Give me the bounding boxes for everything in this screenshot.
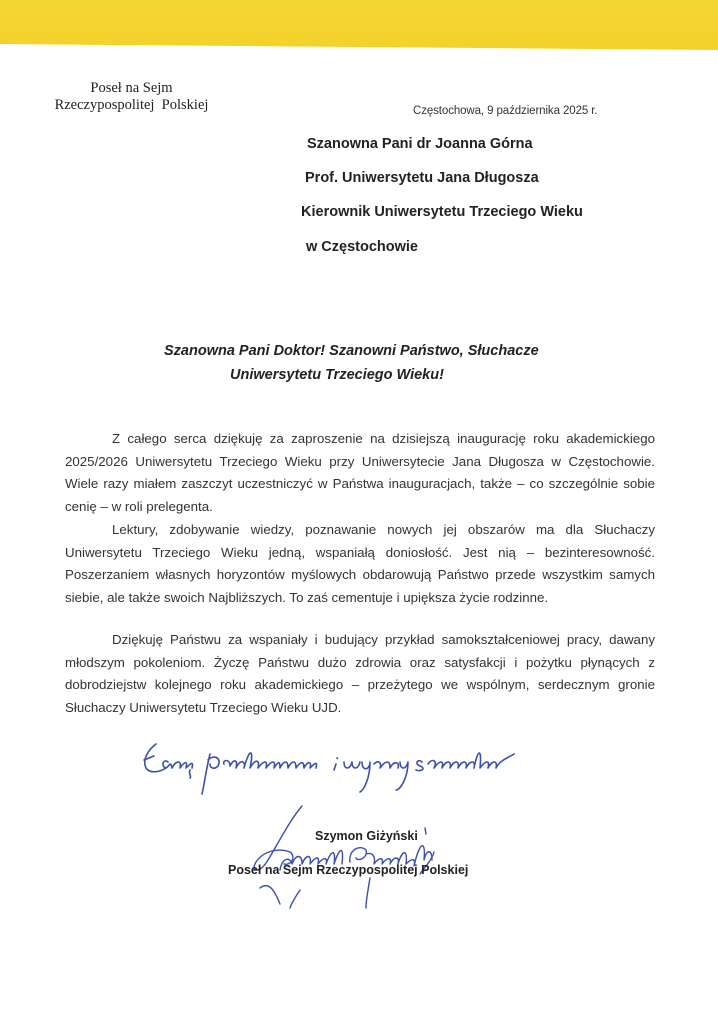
signatory-name: Szymon Giżyński [315, 829, 418, 843]
handwritten-closing-note [138, 730, 678, 800]
handwritten-signature [220, 800, 560, 910]
addressee-line-2: Prof. Uniwersytetu Jana Długosza [305, 170, 539, 186]
paragraph-text: Dziękuję Państwu za wspaniały i budujący przykład samokształceniowej pracy, dawany młodszym pokoleniom. Życzę Państwu dużo zdrowia oraz satysfakcji i pożytku płynących z dobrodziejstw kolejnego roku akademickiego – przeżytego we wspólnym, serdecznym gronie Słuchaczy Uniwersytetu Trzeciego Wieku UJD. [65, 632, 655, 715]
place-and-date: Częstochowa, 9 października 2025 r. [413, 105, 598, 117]
paragraph-text: Z całego serca dziękuję za zaproszenie na dzisiejszą inaugurację roku akademickiego 2025/2026 Uniwersytetu Trzeciego Wieku przy Uniwersytecie Jana Długosza w Częstochowie. Wiele razy miałem zaszczyt uczestniczyć w Państwa inauguracjach, także – co szczególnie sobie cenię – w roli prelegenta. [65, 431, 655, 514]
body-paragraph-3 [65, 629, 655, 719]
body-paragraph-1 [65, 428, 655, 518]
sender-letterhead [44, 80, 219, 114]
salutation-line-2: Uniwersytetu Trzeciego Wieku! [230, 367, 444, 383]
salutation-line-1: Szanowna Pani Doktor! Szanowni Państwo, Słuchacze [164, 343, 539, 359]
paragraph-text: Lektury, zdobywanie wiedzy, poznawanie nowych jej obszarów ma dla Słuchaczy Uniwersytetu Trzeciego Wieku jedną, wspaniałą doniosłość. Jest nią – bezinteresowność. Poszerzaniem własnych horyzontów myślowych obdarowują Państwo przede wszystkim samych siebie, ale także swoich Najbliższych. To zaś cementuje i upiększa życie rodzinne. [65, 522, 655, 605]
addressee-line-3: Kierownik Uniwersytetu Trzeciego Wieku [301, 204, 583, 220]
sender-line-1: Poseł na Sejm [90, 80, 173, 96]
addressee-line-1: Szanowna Pani dr Joanna Górna [307, 136, 533, 152]
signatory-title: Poseł na Sejm Rzeczypospolitej Polskiej [228, 863, 469, 877]
addressee-line-4: w Częstochowie [306, 239, 418, 255]
body-paragraph-2 [65, 519, 655, 609]
sender-line-2: Rzeczypospolitej Polskiej [54, 97, 209, 113]
top-yellow-band [0, 0, 718, 50]
